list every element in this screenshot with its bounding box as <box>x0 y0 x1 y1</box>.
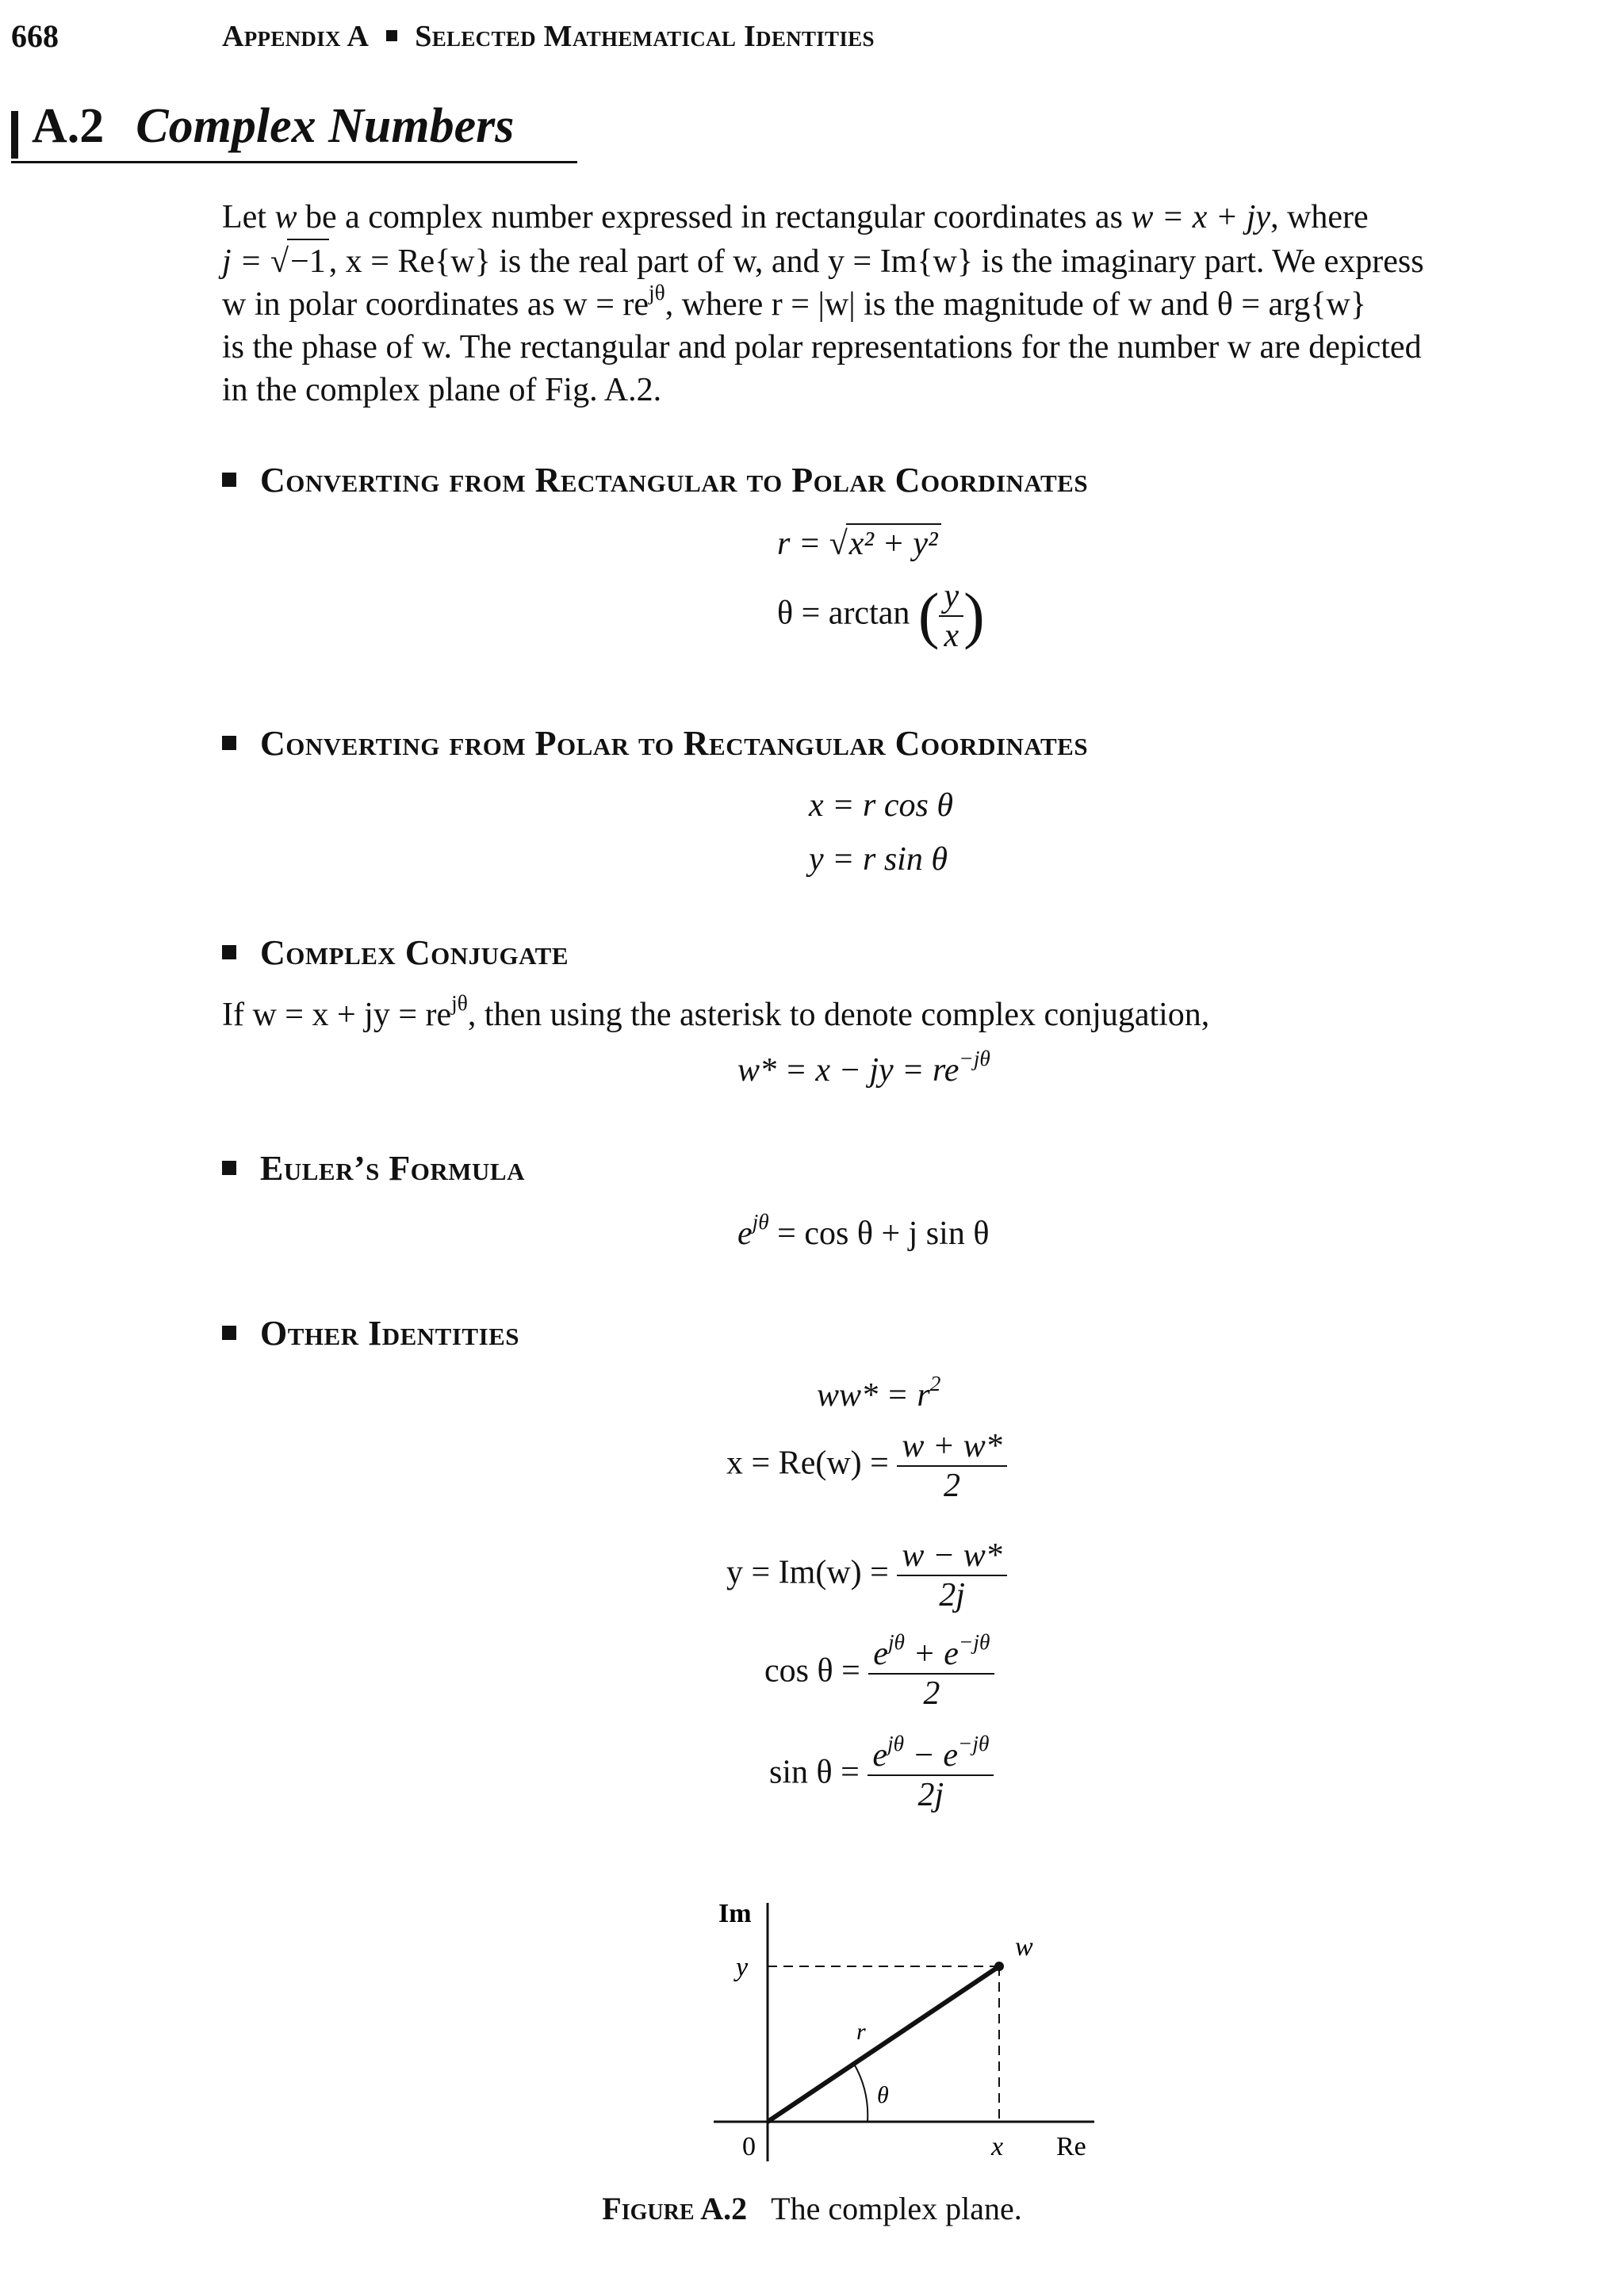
section-title: Complex Numbers <box>136 99 515 153</box>
text-run: , then using the asterisk to denote complex conjugation, <box>467 997 1210 1033</box>
denominator: 2j <box>917 1777 944 1813</box>
text-run: If w = x + jy = re <box>222 997 452 1033</box>
intro-line-2 <box>222 239 1584 283</box>
running-head-appendix: Appendix A <box>222 20 370 53</box>
fraction <box>897 1427 1006 1505</box>
figure-label: Figure A.2 <box>602 2191 748 2226</box>
eq-base: e <box>737 1215 753 1252</box>
superscript: jθ <box>752 1209 769 1234</box>
eq-lhs: x = Re(w) = <box>726 1445 898 1482</box>
superscript: 2 <box>929 1371 941 1395</box>
complex-plane-figure <box>698 1887 1110 2172</box>
section-marker-bar <box>11 111 18 159</box>
subhead-text: Converting from Rectangular to Polar Coordinates <box>260 461 1089 500</box>
eq-lhs: θ = arctan <box>777 595 910 632</box>
subhead-rect-to-polar <box>222 460 1088 500</box>
y-tick-label: y <box>736 1953 749 1982</box>
eq-body: ww* = r <box>817 1377 930 1414</box>
equation-euler <box>737 1209 990 1253</box>
equation-x: x = r cos θ <box>809 787 953 824</box>
subhead-euler <box>222 1148 525 1189</box>
equation-y: y = r sin θ <box>809 841 948 878</box>
radical-sign: √ <box>270 243 289 280</box>
superscript: −jθ <box>957 1731 990 1755</box>
running-head <box>222 19 875 54</box>
eq-lhs: y = Im(w) = <box>726 1554 898 1591</box>
im-axis-label: Im <box>718 1899 752 1928</box>
text-run: w in polar coordinates as w = re <box>222 286 649 323</box>
numerator: w + w* <box>897 1427 1006 1467</box>
math-expr: w = x + jy <box>1131 199 1271 235</box>
identity-2 <box>726 1427 1007 1505</box>
fraction <box>868 1629 994 1713</box>
numerator: y <box>939 577 963 617</box>
num-part: + e <box>904 1636 959 1672</box>
denominator: 2j <box>939 1577 965 1613</box>
w-label: w <box>1015 1932 1033 1962</box>
identity-5 <box>769 1731 994 1814</box>
superscript: jθ <box>887 1731 904 1755</box>
square-bullet-icon <box>222 473 236 487</box>
subhead-text: Converting from Polar to Rectangular Coordinates <box>260 724 1089 763</box>
figure-caption <box>0 2190 1624 2227</box>
radicand: x² + y² <box>846 523 941 563</box>
fraction <box>897 1537 1006 1614</box>
eq-body: = cos θ + j sin θ <box>768 1215 990 1252</box>
square-bullet-icon <box>222 1326 236 1340</box>
r-label: r <box>856 2019 866 2045</box>
running-head-title: Selected Mathematical Identities <box>415 20 875 53</box>
intro-line-1 <box>222 196 1584 239</box>
radicand: −1 <box>287 239 329 283</box>
equation-theta <box>777 577 985 655</box>
section-number: A.2 <box>32 99 105 153</box>
re-axis-label: Re <box>1056 2132 1086 2161</box>
subhead-text: Complex Conjugate <box>260 933 569 972</box>
num-part: e <box>873 1636 888 1672</box>
x-tick-label: x <box>991 2132 1004 2161</box>
angle-arc <box>854 2064 868 2122</box>
num-part: e <box>872 1737 887 1774</box>
subhead-other <box>222 1313 519 1353</box>
text-run: be a complex number expressed in rectangular coordinates as <box>297 199 1132 235</box>
superscript: −jθ <box>958 1629 990 1654</box>
intro-line-3 <box>222 280 1584 326</box>
text-run: , where <box>1270 199 1369 235</box>
square-bullet-icon <box>386 30 397 41</box>
left-paren: ( <box>917 580 940 651</box>
eq-lhs: r = <box>777 526 829 562</box>
intro-line-5: in the complex plane of Fig. A.2. <box>222 372 662 408</box>
text-run: , where r = |w| is the magnitude of w and θ = arg{w} <box>665 286 1367 323</box>
superscript: jθ <box>451 990 468 1015</box>
intro-paragraph <box>222 196 1584 412</box>
fraction <box>939 577 963 655</box>
equation-conjugate <box>737 1046 990 1089</box>
square-bullet-icon <box>222 736 236 750</box>
figure-caption-text: The complex plane. <box>771 2191 1022 2226</box>
text-run: Let <box>222 199 275 235</box>
section-underline <box>11 161 577 163</box>
intro-line-4: is the phase of w. The rectangular and polar representations for the number w are depicted <box>222 329 1422 366</box>
page-header <box>11 17 1613 57</box>
identity-3 <box>726 1537 1007 1614</box>
eq-lhs: sin θ = <box>769 1754 868 1791</box>
superscript: −jθ <box>959 1046 990 1070</box>
denominator: x <box>944 618 959 654</box>
superscript: jθ <box>649 280 665 304</box>
radical-sign: √ <box>829 526 848 562</box>
theta-label: θ <box>877 2082 889 2108</box>
subhead-conjugate <box>222 932 569 973</box>
equation-r <box>777 523 941 563</box>
fraction <box>868 1731 994 1814</box>
identity-1 <box>817 1371 941 1414</box>
identity-4 <box>764 1629 994 1713</box>
subhead-text: Euler’s Formula <box>260 1149 525 1188</box>
text-run: , x = Re{w} is the real part of w, and y = Im{w} is the imaginary part. We express <box>328 243 1424 280</box>
eq-body: w* = x − jy = re <box>737 1052 959 1089</box>
subhead-polar-to-rect <box>222 723 1088 764</box>
num-part: − e <box>903 1737 958 1774</box>
origin-label: 0 <box>742 2132 756 2161</box>
square-bullet-icon <box>222 945 236 959</box>
subhead-text: Other Identities <box>260 1314 520 1353</box>
superscript: jθ <box>887 1629 905 1654</box>
point-w <box>994 1962 1004 1971</box>
math-expr: j = <box>222 243 271 280</box>
math-var: w <box>274 199 297 235</box>
numerator <box>868 1629 994 1675</box>
square-bullet-icon <box>222 1161 236 1175</box>
numerator: w − w* <box>897 1537 1006 1576</box>
conjugate-sentence <box>222 990 1210 1034</box>
eq-lhs: cos θ = <box>764 1652 869 1690</box>
section-heading <box>32 98 514 155</box>
denominator: 2 <box>923 1675 940 1712</box>
page-number: 668 <box>11 18 59 54</box>
denominator: 2 <box>944 1468 961 1504</box>
right-paren: ) <box>963 580 985 651</box>
numerator <box>868 1731 994 1776</box>
